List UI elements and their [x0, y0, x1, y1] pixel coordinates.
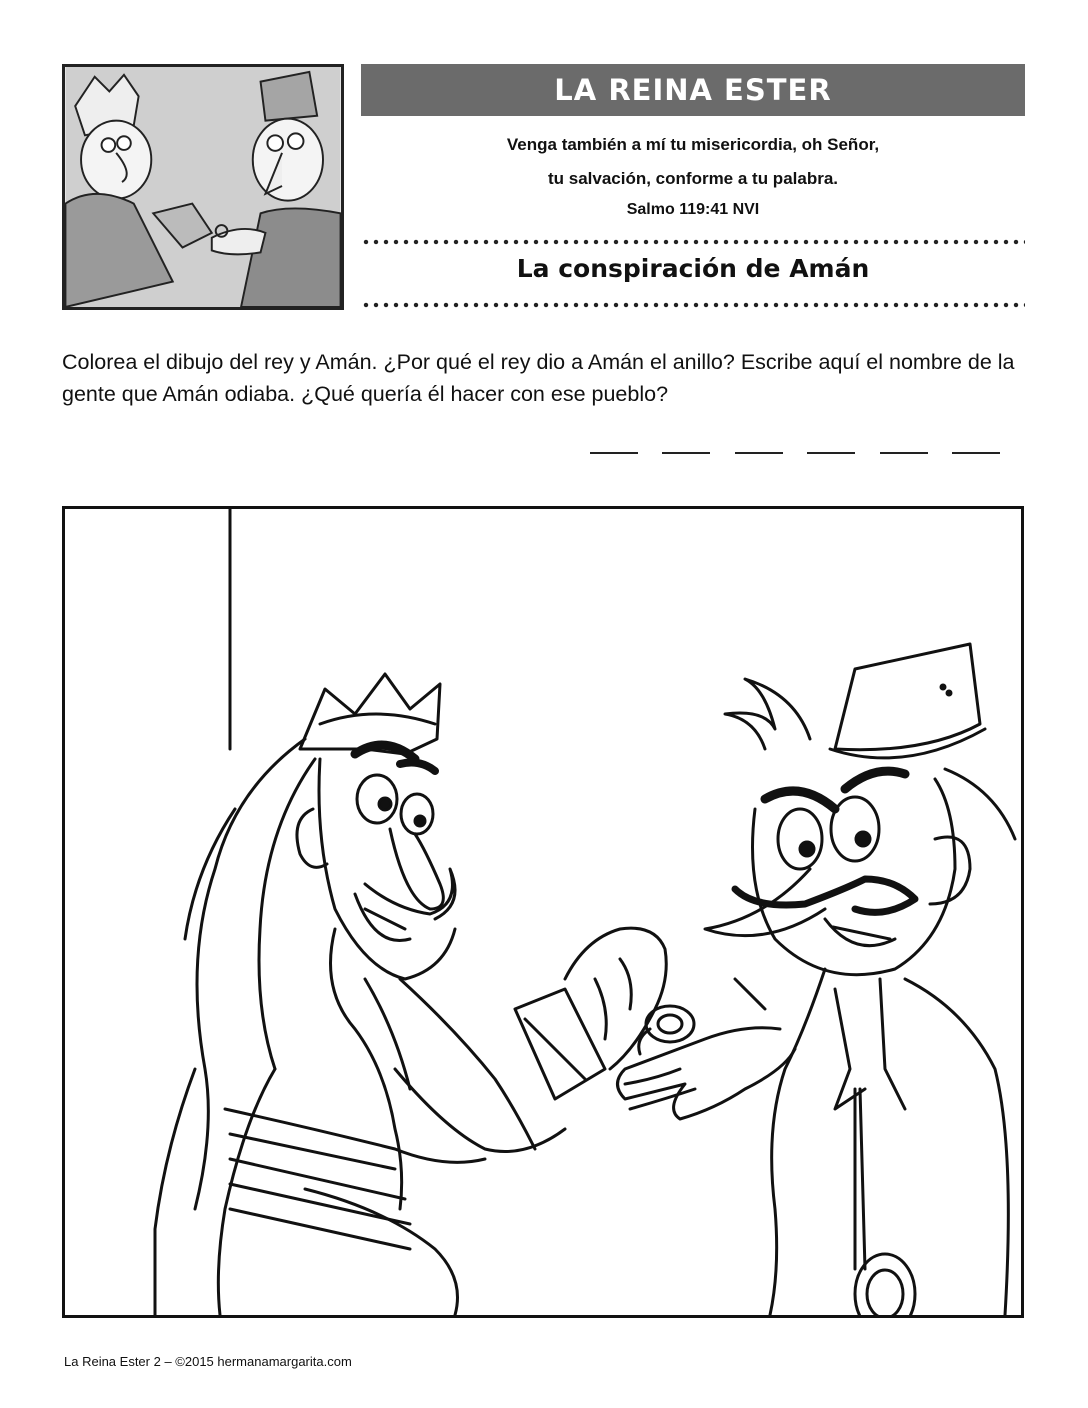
page-title: LA REINA ESTER: [554, 73, 832, 107]
king-and-haman-thumbnail: [65, 67, 341, 307]
answer-blank[interactable]: [807, 452, 855, 454]
king-gives-ring-to-haman-drawing: [65, 509, 1021, 1315]
dotted-divider-top: [361, 239, 1025, 245]
answer-blank[interactable]: [735, 452, 783, 454]
dotted-divider-bottom: [361, 302, 1025, 308]
activity-instructions: Colorea el dibujo del rey y Amán. ¿Por qué el rey dio a Amán el anillo? Escribe aquí el nombre de la gente que Amán odiaba. ¿Qué quería él hacer con ese pueblo?: [62, 350, 1015, 406]
answer-blank[interactable]: [952, 452, 1000, 454]
answer-blank[interactable]: [662, 452, 710, 454]
answer-blank[interactable]: [590, 452, 638, 454]
bible-verse-reference: Salmo 119:41 NVI: [626, 201, 760, 218]
lesson-title: La conspiración de Amán: [516, 254, 870, 283]
coloring-picture: [62, 506, 1024, 1318]
page-title-banner: [361, 64, 1025, 116]
answer-blank[interactable]: [880, 452, 928, 454]
bible-verse-line-1: Venga también a mí tu misericordia, oh Señor,: [506, 135, 880, 154]
answer-blanks: [590, 452, 1000, 460]
thumbnail-illustration: [62, 64, 344, 310]
bible-verse-line-2: tu salvación, conforme a tu palabra.: [547, 169, 839, 188]
footer-credit: La Reina Ester 2 – ©2015 hermanamargarita.com: [64, 1354, 352, 1369]
